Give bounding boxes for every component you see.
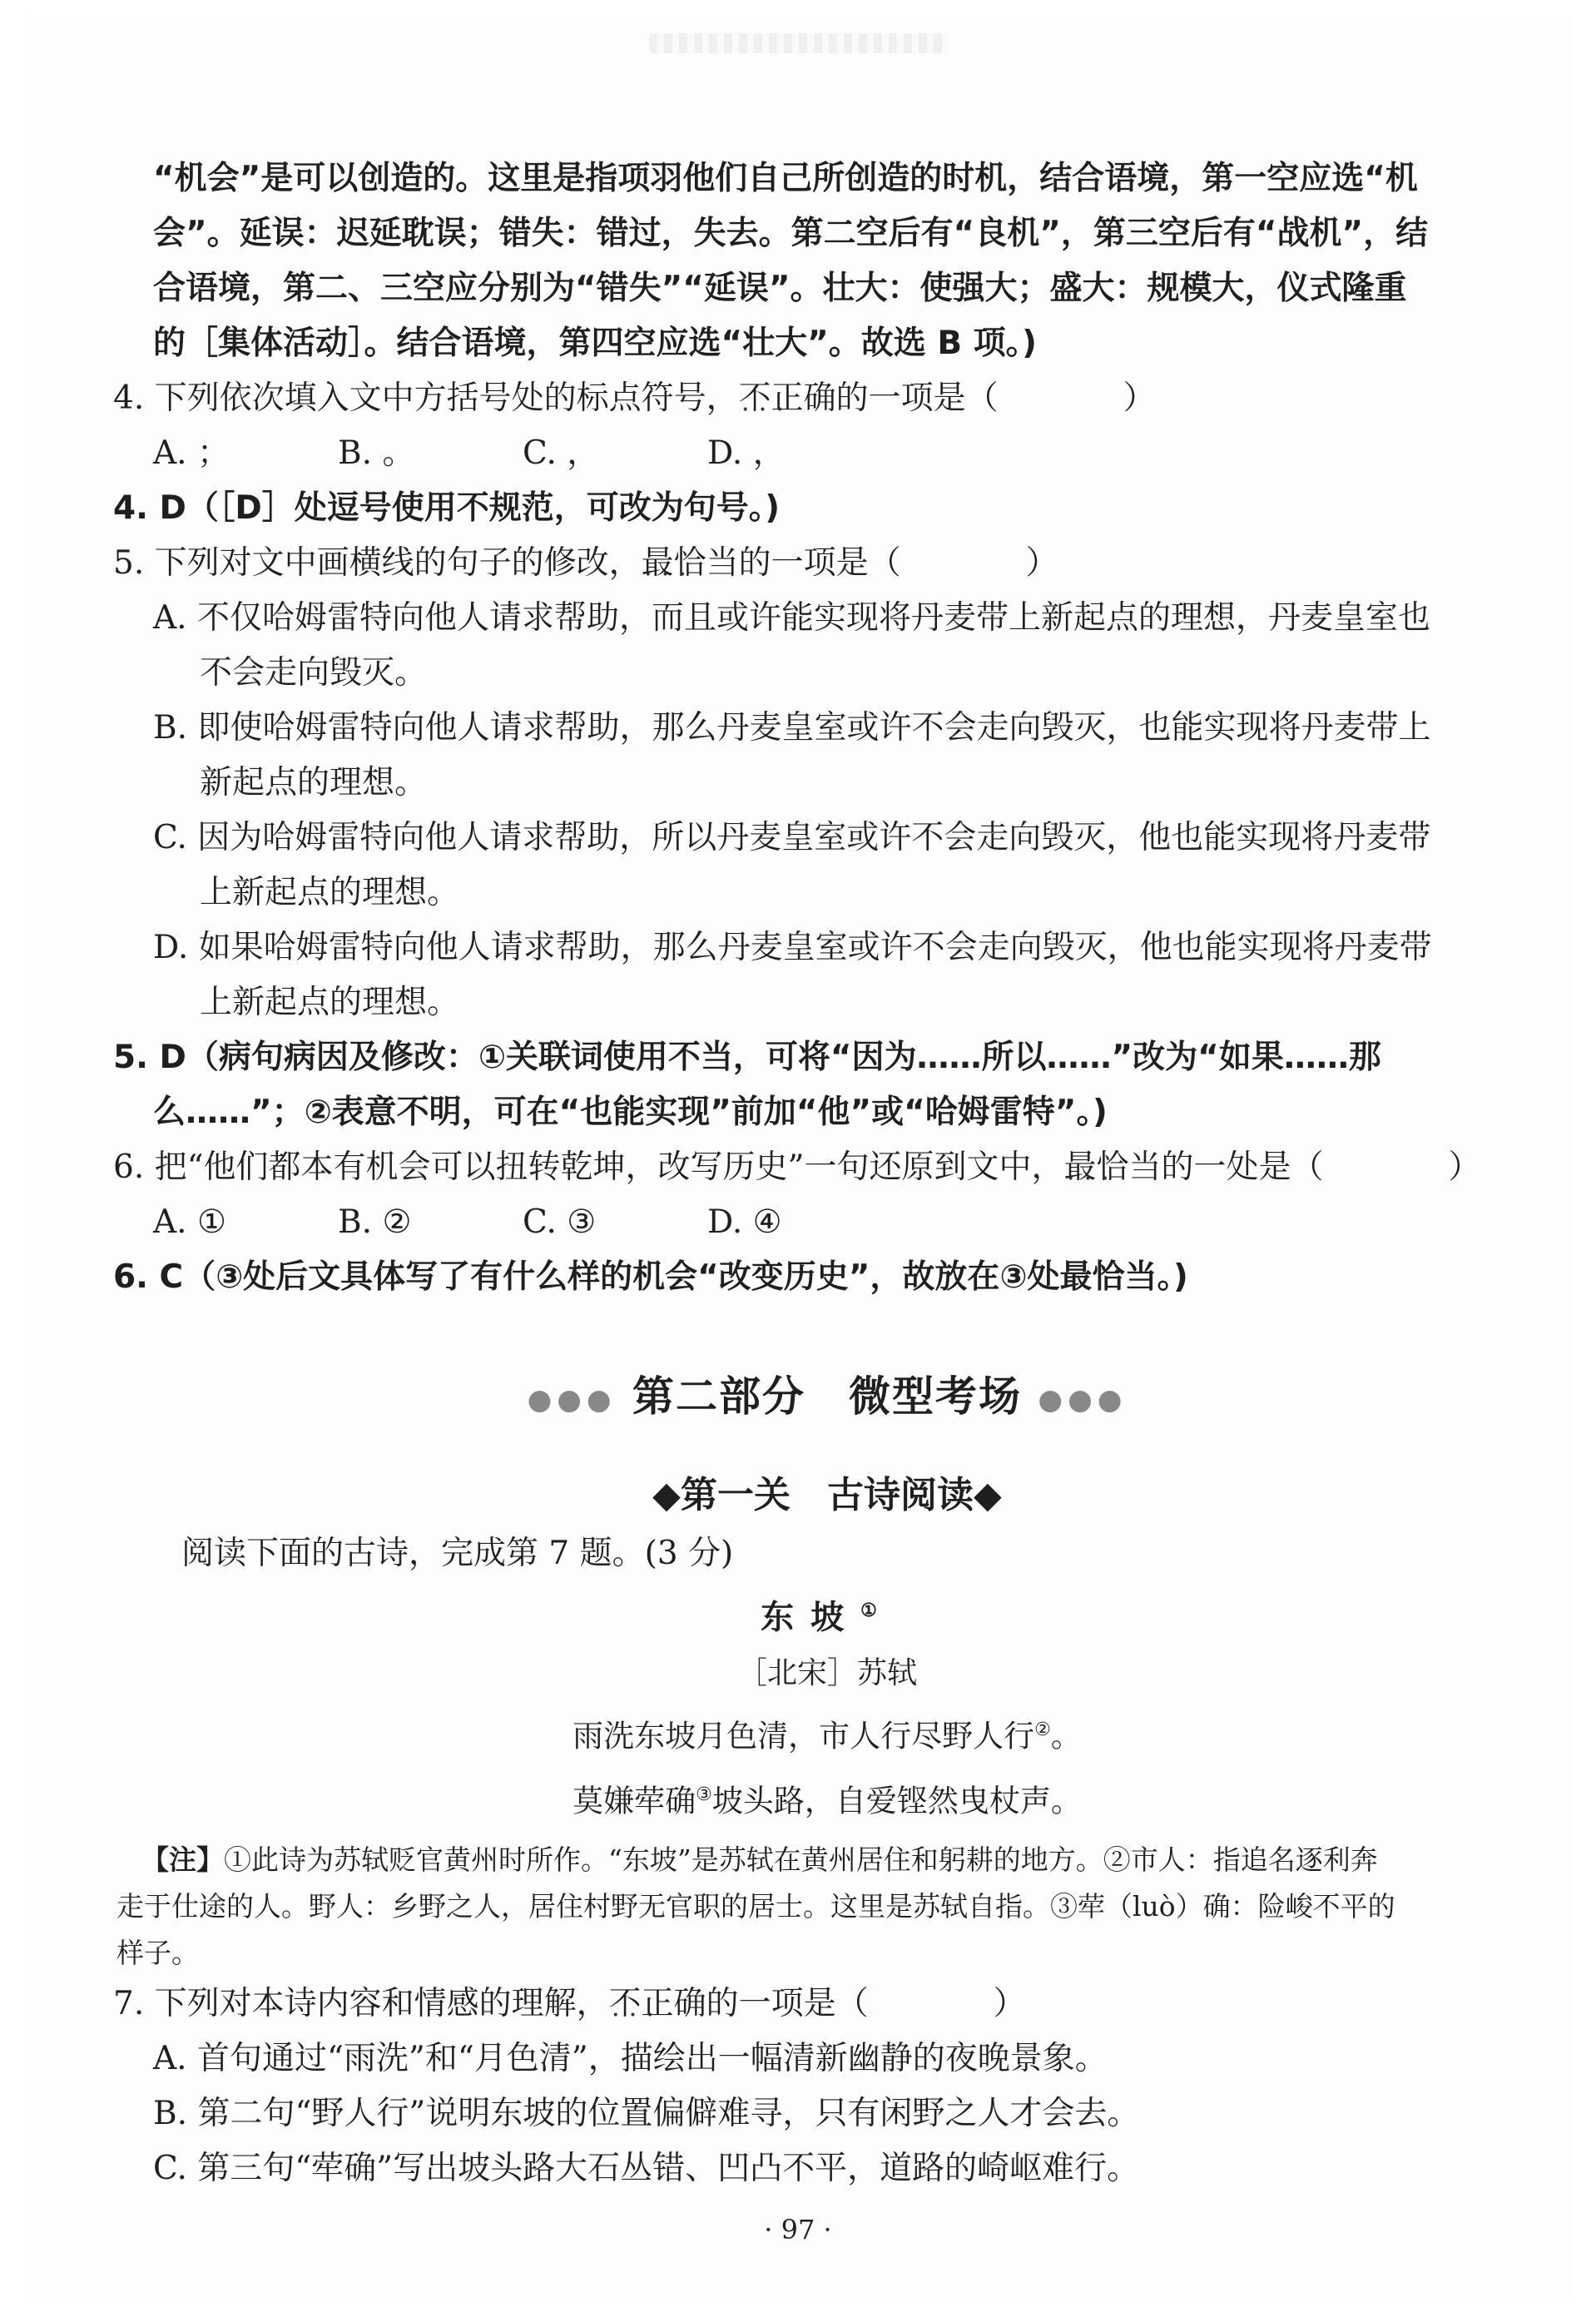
option-c-cont: 上新起点的理想。 — [200, 874, 460, 911]
option-b: B. 即使哈姆雷特向他人请求帮助，那么丹麦皇室或许不会走向毁灭，也能实现将丹麦带上 — [153, 709, 1431, 747]
page-content — [113, 151, 1501, 2196]
note-line: 样子。 — [116, 1936, 199, 1969]
option-b: B. ② — [338, 1203, 412, 1241]
footnote-mark: ② — [1034, 1719, 1051, 1741]
explanation-line: 合语境，第二、三空应分别为“错失”“延误”。壮大：使强大；盛大：规模大，仪式隆重 — [153, 270, 1407, 307]
question-5-stem — [113, 536, 1501, 591]
note-line — [116, 1837, 1501, 1883]
poem-title-text: 东坡 — [761, 1597, 861, 1637]
stem-text: ） — [1025, 544, 1058, 582]
stem-text: ） — [993, 1984, 1026, 2022]
stem-text: 的一处是（ — [1161, 1149, 1324, 1186]
option-a: A. ； — [153, 434, 230, 472]
stem-text: 5. 下列对文中画横线的句子的修改， — [113, 544, 642, 582]
stem-text: ） — [1448, 1149, 1481, 1186]
poem-text: 莫嫌荦确 — [572, 1782, 696, 1818]
emphasis-text: 最恰当 • • • — [1063, 1140, 1161, 1195]
footnote-mark: ③ — [696, 1784, 712, 1805]
poem-line — [153, 1766, 1501, 1830]
stem-text: 的一项是（ — [835, 380, 999, 417]
poem-text: 坡头路，自爱铿然曳杖声。 — [711, 1782, 1082, 1818]
note-line: 走于仕途的人。野人：乡野之人，居住村野无官职的居士。这里是苏轼自指。③荦（luò）确：险峻不平的 — [116, 1889, 1395, 1923]
option-d-cont: 上新起点的理想。 — [200, 984, 460, 1021]
option-a-cont: 不会走向毁灭。 — [200, 654, 428, 692]
poem-text: 。 — [1050, 1718, 1082, 1754]
section-title-text: 第二部分 微型考场 — [632, 1372, 1022, 1421]
stem-text: 的一项是（ — [706, 1984, 869, 2022]
poem-line — [153, 1701, 1501, 1765]
option-a: A. 首句通过“雨洗”和“月色清”，描绘出一幅清新幽静的夜晚景象。 — [153, 2039, 1108, 2077]
bullet-icon: ●●● — [1038, 1383, 1128, 1416]
level-title: ◆第一关 古诗阅读◆ — [652, 1474, 1002, 1516]
poem-notes — [116, 1837, 1501, 1977]
option-d: D. ④ — [707, 1203, 782, 1241]
option-b-cont: 新起点的理想。 — [200, 764, 428, 801]
question-5-answer-cont: 么……”；②表意不明，可在“也能实现”前加“他”或“哈姆雷特”。) — [153, 1094, 1108, 1131]
explanation-line: 会”。延误：迟延耽误；错失：错过，失去。第二空后有“良机”，第三空后有“战机”，结 — [153, 215, 1429, 252]
option-a: A. 不仅哈姆雷特向他人请求帮助，而且或许能实现将丹麦带上新起点的理想，丹麦皇室也 — [153, 599, 1430, 637]
option-b: B. 。 — [338, 434, 415, 472]
stem-text: 6. 把“他们都本有机会可以扭转乾坤，改写历史”一句还原到文中， — [113, 1149, 1064, 1186]
question-4-answer: 4. D（［D］处逗号使用不规范，可改为句号。) — [113, 489, 781, 527]
explanation-line: 的［集体活动］。结合语境，第四空应选“壮大”。故选 B 项。) — [153, 325, 1037, 362]
question-4-options — [153, 426, 1501, 481]
option-c: C. 第三句“荦确”写出坡头路大石丛错、凹凸不平，道路的崎岖难行。 — [153, 2149, 1140, 2187]
stem-text: ） — [1123, 380, 1156, 417]
note-head: 【注】 — [141, 1843, 224, 1876]
poem-text: 雨洗东坡月色清，市人行尽野人行 — [572, 1718, 1035, 1754]
option-c: C. ， — [523, 434, 600, 472]
note-text: ①此诗为苏轼贬官黄州时所作。“东坡”是苏轼在黄州居住和躬耕的地方。②市人：指追名逐利奔 — [224, 1843, 1378, 1876]
explanation-line: “机会”是可以创造的。这里是指项羽他们自己所创造的时机，结合语境，第一空应选“机 — [153, 160, 1418, 197]
page-number: · 97 · — [764, 2214, 832, 2245]
question-7-stem — [113, 1977, 1501, 2032]
question-6-stem — [113, 1140, 1501, 1195]
bullet-icon: ●●● — [527, 1383, 617, 1416]
stem-text: 4. 下列依次填入文中方括号处的标点符号， — [113, 380, 739, 417]
reading-intro: 阅读下面的古诗，完成第 7 题。(3 分) — [181, 1535, 734, 1572]
question-5-answer: 5. D（病句病因及修改：①关联词使用不当，可将“因为……所以……”改为“如果……那 — [113, 1039, 1381, 1076]
option-c: C. ③ — [523, 1203, 597, 1241]
option-d: D. 如果哈姆雷特向他人请求帮助，那么丹麦皇室或许不会走向毁灭，他也能实现将丹麦带 — [153, 929, 1432, 966]
poem-author: ［北宋］苏轼 — [736, 1656, 917, 1691]
option-b: B. 第二句“野人行”说明东坡的位置偏僻难寻，只有闲野之人才会去。 — [153, 2094, 1140, 2132]
emphasis-text: 不正确 • • • — [739, 371, 836, 426]
option-d: D. ， — [707, 434, 786, 472]
option-c: C. 因为哈姆雷特向他人请求帮助，所以丹麦皇室或许不会走向毁灭，他也能实现将丹麦带 — [153, 819, 1431, 856]
question-6-options — [153, 1195, 1501, 1250]
stem-text: 的一项是（ — [738, 544, 901, 582]
emphasis-text: 不正确 • • • — [609, 1977, 706, 2032]
option-a: A. ① — [153, 1203, 226, 1241]
question-4-stem — [113, 371, 1501, 426]
stem-text: 7. 下列对本诗内容和情感的理解， — [113, 1984, 609, 2022]
footnote-mark: ① — [860, 1600, 894, 1621]
poem-title — [153, 1581, 1501, 1646]
question-6-answer: 6. C（③处后文具体写了有什么样的机会“改变历史”，故放在③处最恰当。) — [113, 1258, 1188, 1296]
section-title — [153, 1363, 1501, 1423]
emphasis-text: 最恰当 • • • — [642, 536, 739, 591]
header-smudge — [649, 33, 949, 53]
